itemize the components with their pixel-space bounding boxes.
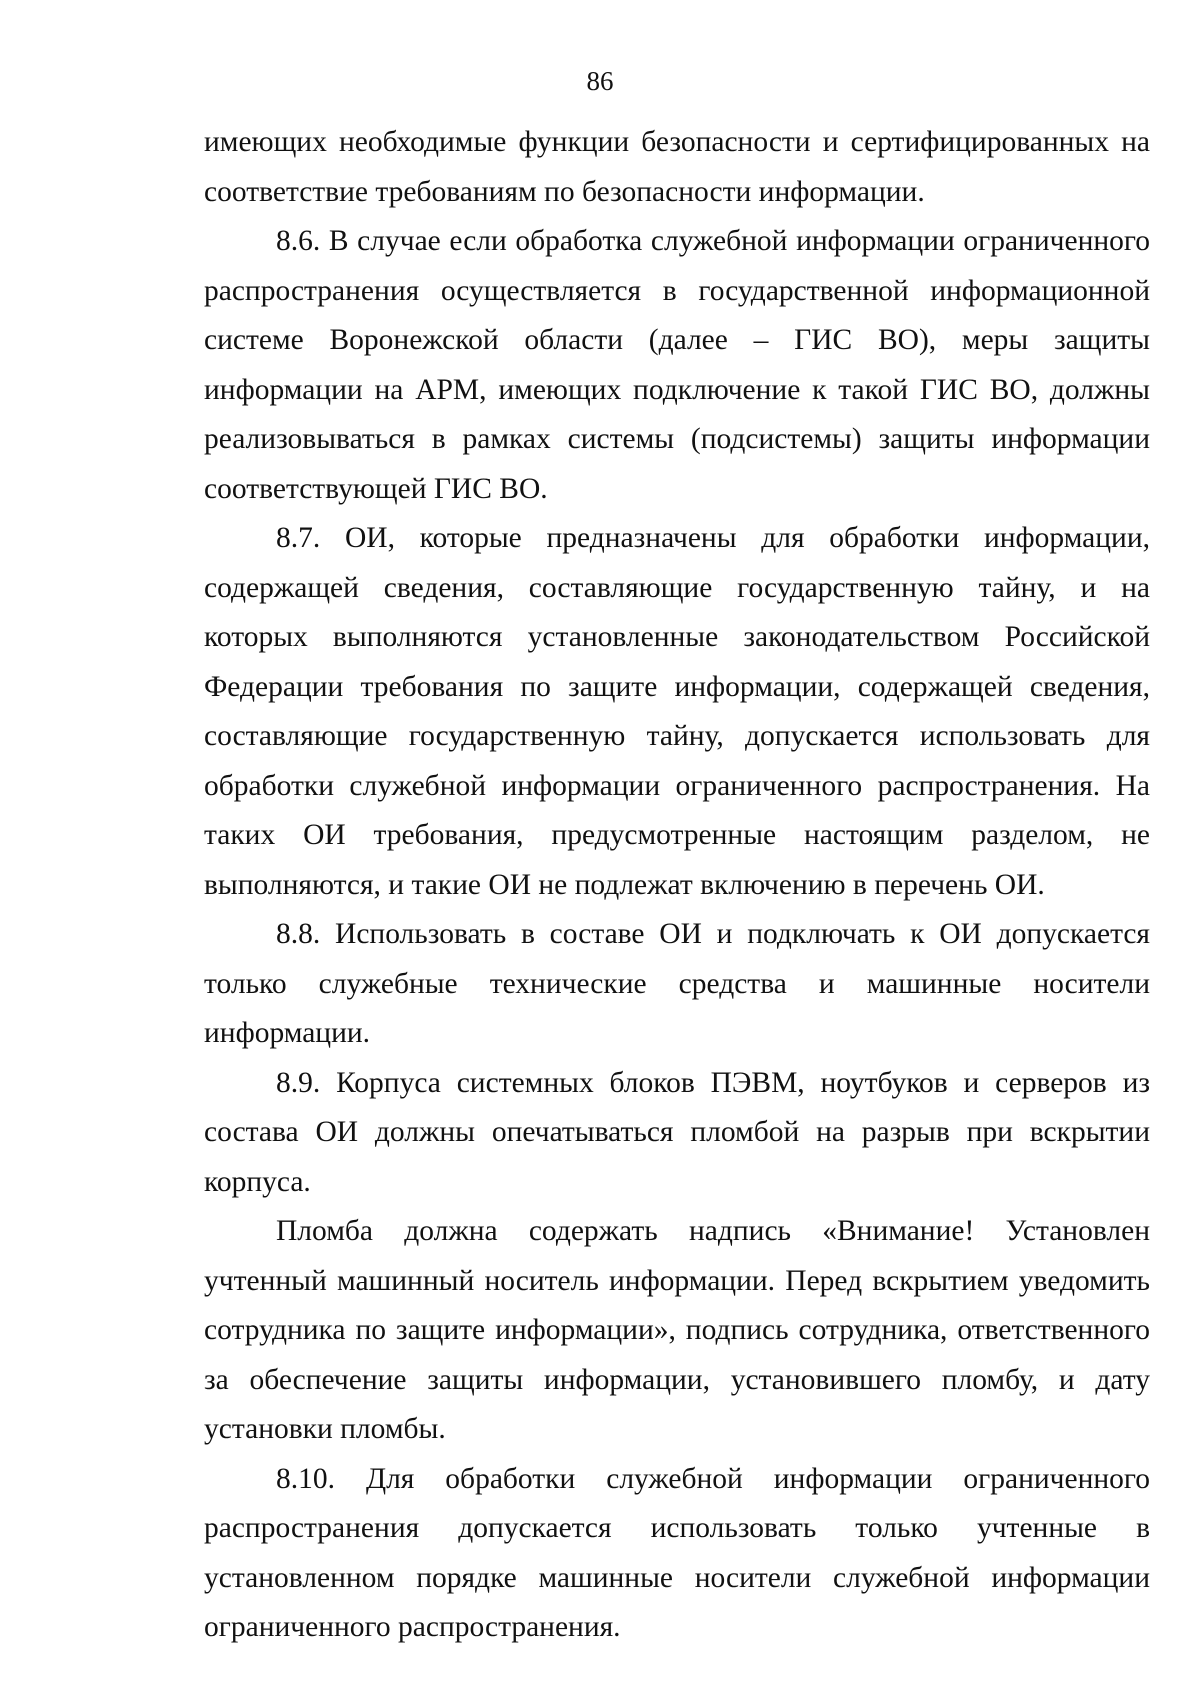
paragraph-continuation — [204, 118, 1150, 217]
paragraph-8-7 — [204, 514, 1150, 910]
paragraph-text: В случае если обработка служебной информации ограниченного распространения осуществляется в государственной информационной системе Воронежской области (далее – ГИС ВО), меры защиты информации на АРМ, имеющих подключение к такой ГИС ВО, должны реализовываться в рамках системы (подсистемы) защиты информации соответствующей ГИС ВО. — [204, 225, 1151, 505]
paragraph-text: Корпуса системных блоков ПЭВМ, ноутбуков и серверов из состава ОИ должны опечатываться пломбой на разрыв при вскрытии корпуса. — [204, 1066, 1151, 1198]
paragraph-number: 8.9. — [276, 1066, 321, 1099]
paragraph-text: имеющих необходимые функции безопасности и сертифицированных на соответствие требованиям по безопасности информации. — [204, 126, 1150, 208]
paragraph-seal-note — [204, 1207, 1150, 1455]
paragraph-text: Использовать в составе ОИ и подключать к ОИ допускается только служебные технические средства и машинные носители информации. — [204, 918, 1150, 1049]
paragraph-number: 8.7. — [276, 522, 321, 554]
paragraph-8-8 — [204, 910, 1150, 1059]
paragraph-number: 8.6. — [276, 225, 321, 257]
document-body — [204, 118, 1150, 1653]
paragraph-8-9 — [204, 1059, 1150, 1208]
paragraph-text: Для обработки служебной информации ограниченного распространения допускается использовать только учтенные в установленном порядке машинные носители служебной информации ограниченного распространения. — [204, 1462, 1151, 1643]
paragraph-8-10 — [204, 1455, 1150, 1653]
paragraph-text: ОИ, которые предназначены для обработки информации, содержащей сведения, составляющие государственную тайну, и на которых выполняются установленные законодательством Российской Федерации требования по защите информации, содержащей сведения, составляющие государственную тайну, допускается использовать для обработки служебной информации ограниченного распространения. На таких ОИ требования, предусмотренные настоящим разделом, не выполняются, и такие ОИ не подлежат включению в перечень ОИ. — [204, 522, 1150, 901]
paragraph-number: 8.8. — [276, 918, 321, 950]
paragraph-number: 8.10. — [276, 1462, 335, 1495]
paragraph-text: Пломба должна содержать надпись «Внимание! Установлен учтенный машинный носитель информации. Перед вскрытием уведомить сотрудника по защите информации», подпись сотрудника, ответственного за обеспечение защиты информации, установившего пломбу, и дату установки пломбы. — [204, 1215, 1150, 1445]
paragraph-8-6 — [204, 217, 1150, 514]
page-number: 86 — [586, 66, 614, 96]
